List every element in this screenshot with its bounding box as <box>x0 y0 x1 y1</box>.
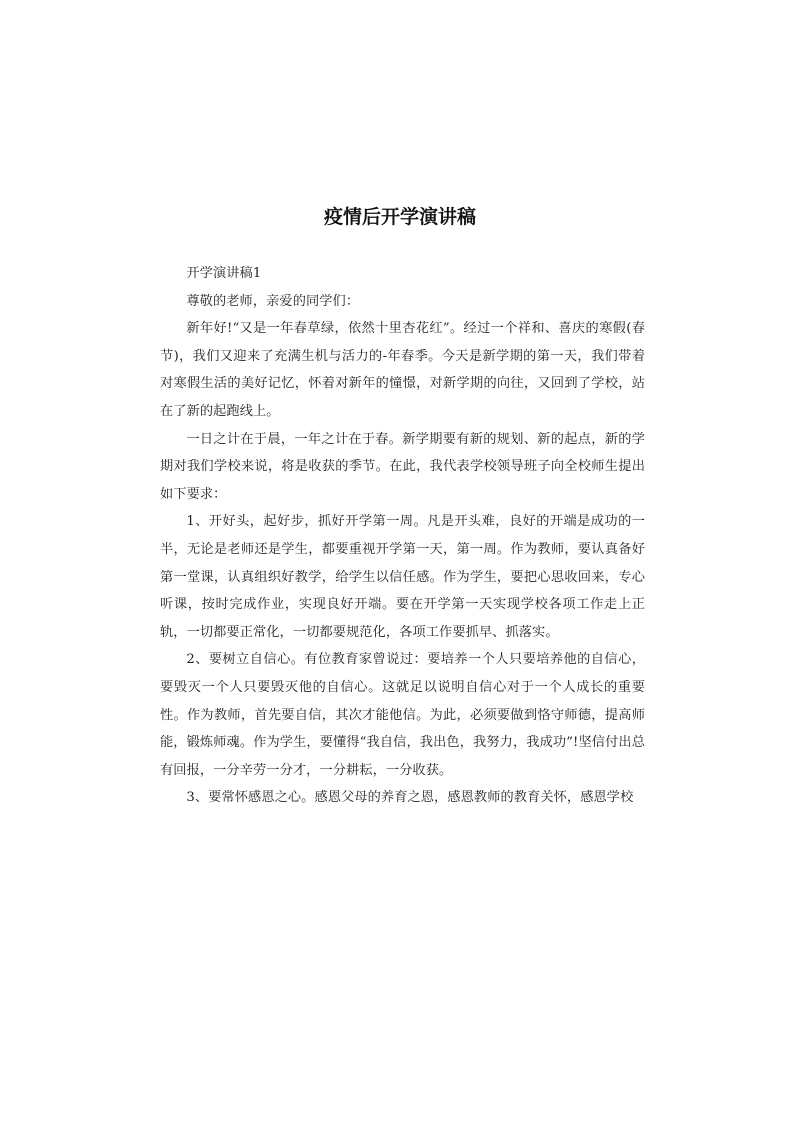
document-title: 疫情后开学演讲稿 <box>323 206 476 228</box>
paragraph-point-3: 3、要常怀感恩之心。感恩父母的养育之恩，感恩教师的教育关怀，感恩学校 <box>186 790 634 806</box>
paragraph-point-2: 2、要树立自信心。有位教育家曾说过：要培养一个人只要培养他的自信心，要毁灭一个人只要毁灭他的自信心。这就足以说明自信心对于一个人成长的重要性。作为教师，首先要自信，其次才能他信。为此，必须要做到恪守师德，提高师能，锻炼师魂。作为学生，要懂得“我自信，我出色，我努力，我成功”!坚信付出总有回报，一分辛劳一分才，一分耕耘，一分收获。 <box>160 652 645 778</box>
salutation: 尊敬的老师，亲爱的同学们： <box>186 293 360 309</box>
paragraph-intro: 一日之计在于晨，一年之计在于春。新学期要有新的规划、新的起点，新的学期对我们学校来说，将是收获的季节。在此，我代表学校领导班子向全校师生提出如下要求： <box>160 431 645 502</box>
paragraph-greeting: 新年好!“又是一年春草绿，依然十里杏花红”。经过一个祥和、喜庆的寒假(春节)，我们又迎来了充满生机与活力的-年春季。今天是新学期的第一天，我们带着对寒假生活的美好记忆，怀着对新年的憧憬，对新学期的向往，又回到了学校，站在了新的起跑线上。 <box>160 321 645 419</box>
document-body <box>160 260 645 812</box>
section-heading: 开学演讲稿1 <box>186 266 262 281</box>
paragraph-point-1: 1、开好头，起好步，抓好开学第一周。凡是开头难，良好的开端是成功的一半，无论是老师还是学生，都要重视开学第一天，第一周。作为教师，要认真备好第一堂课，认真组织好教学，给学生以信任感。作为学生，要把心思收回来，专心听课，按时完成作业，实现良好开端。要在开学第一天实现学校各项工作走上正轨，一切都要正常化，一切都要规范化，各项工作要抓早、抓落实。 <box>160 514 645 640</box>
